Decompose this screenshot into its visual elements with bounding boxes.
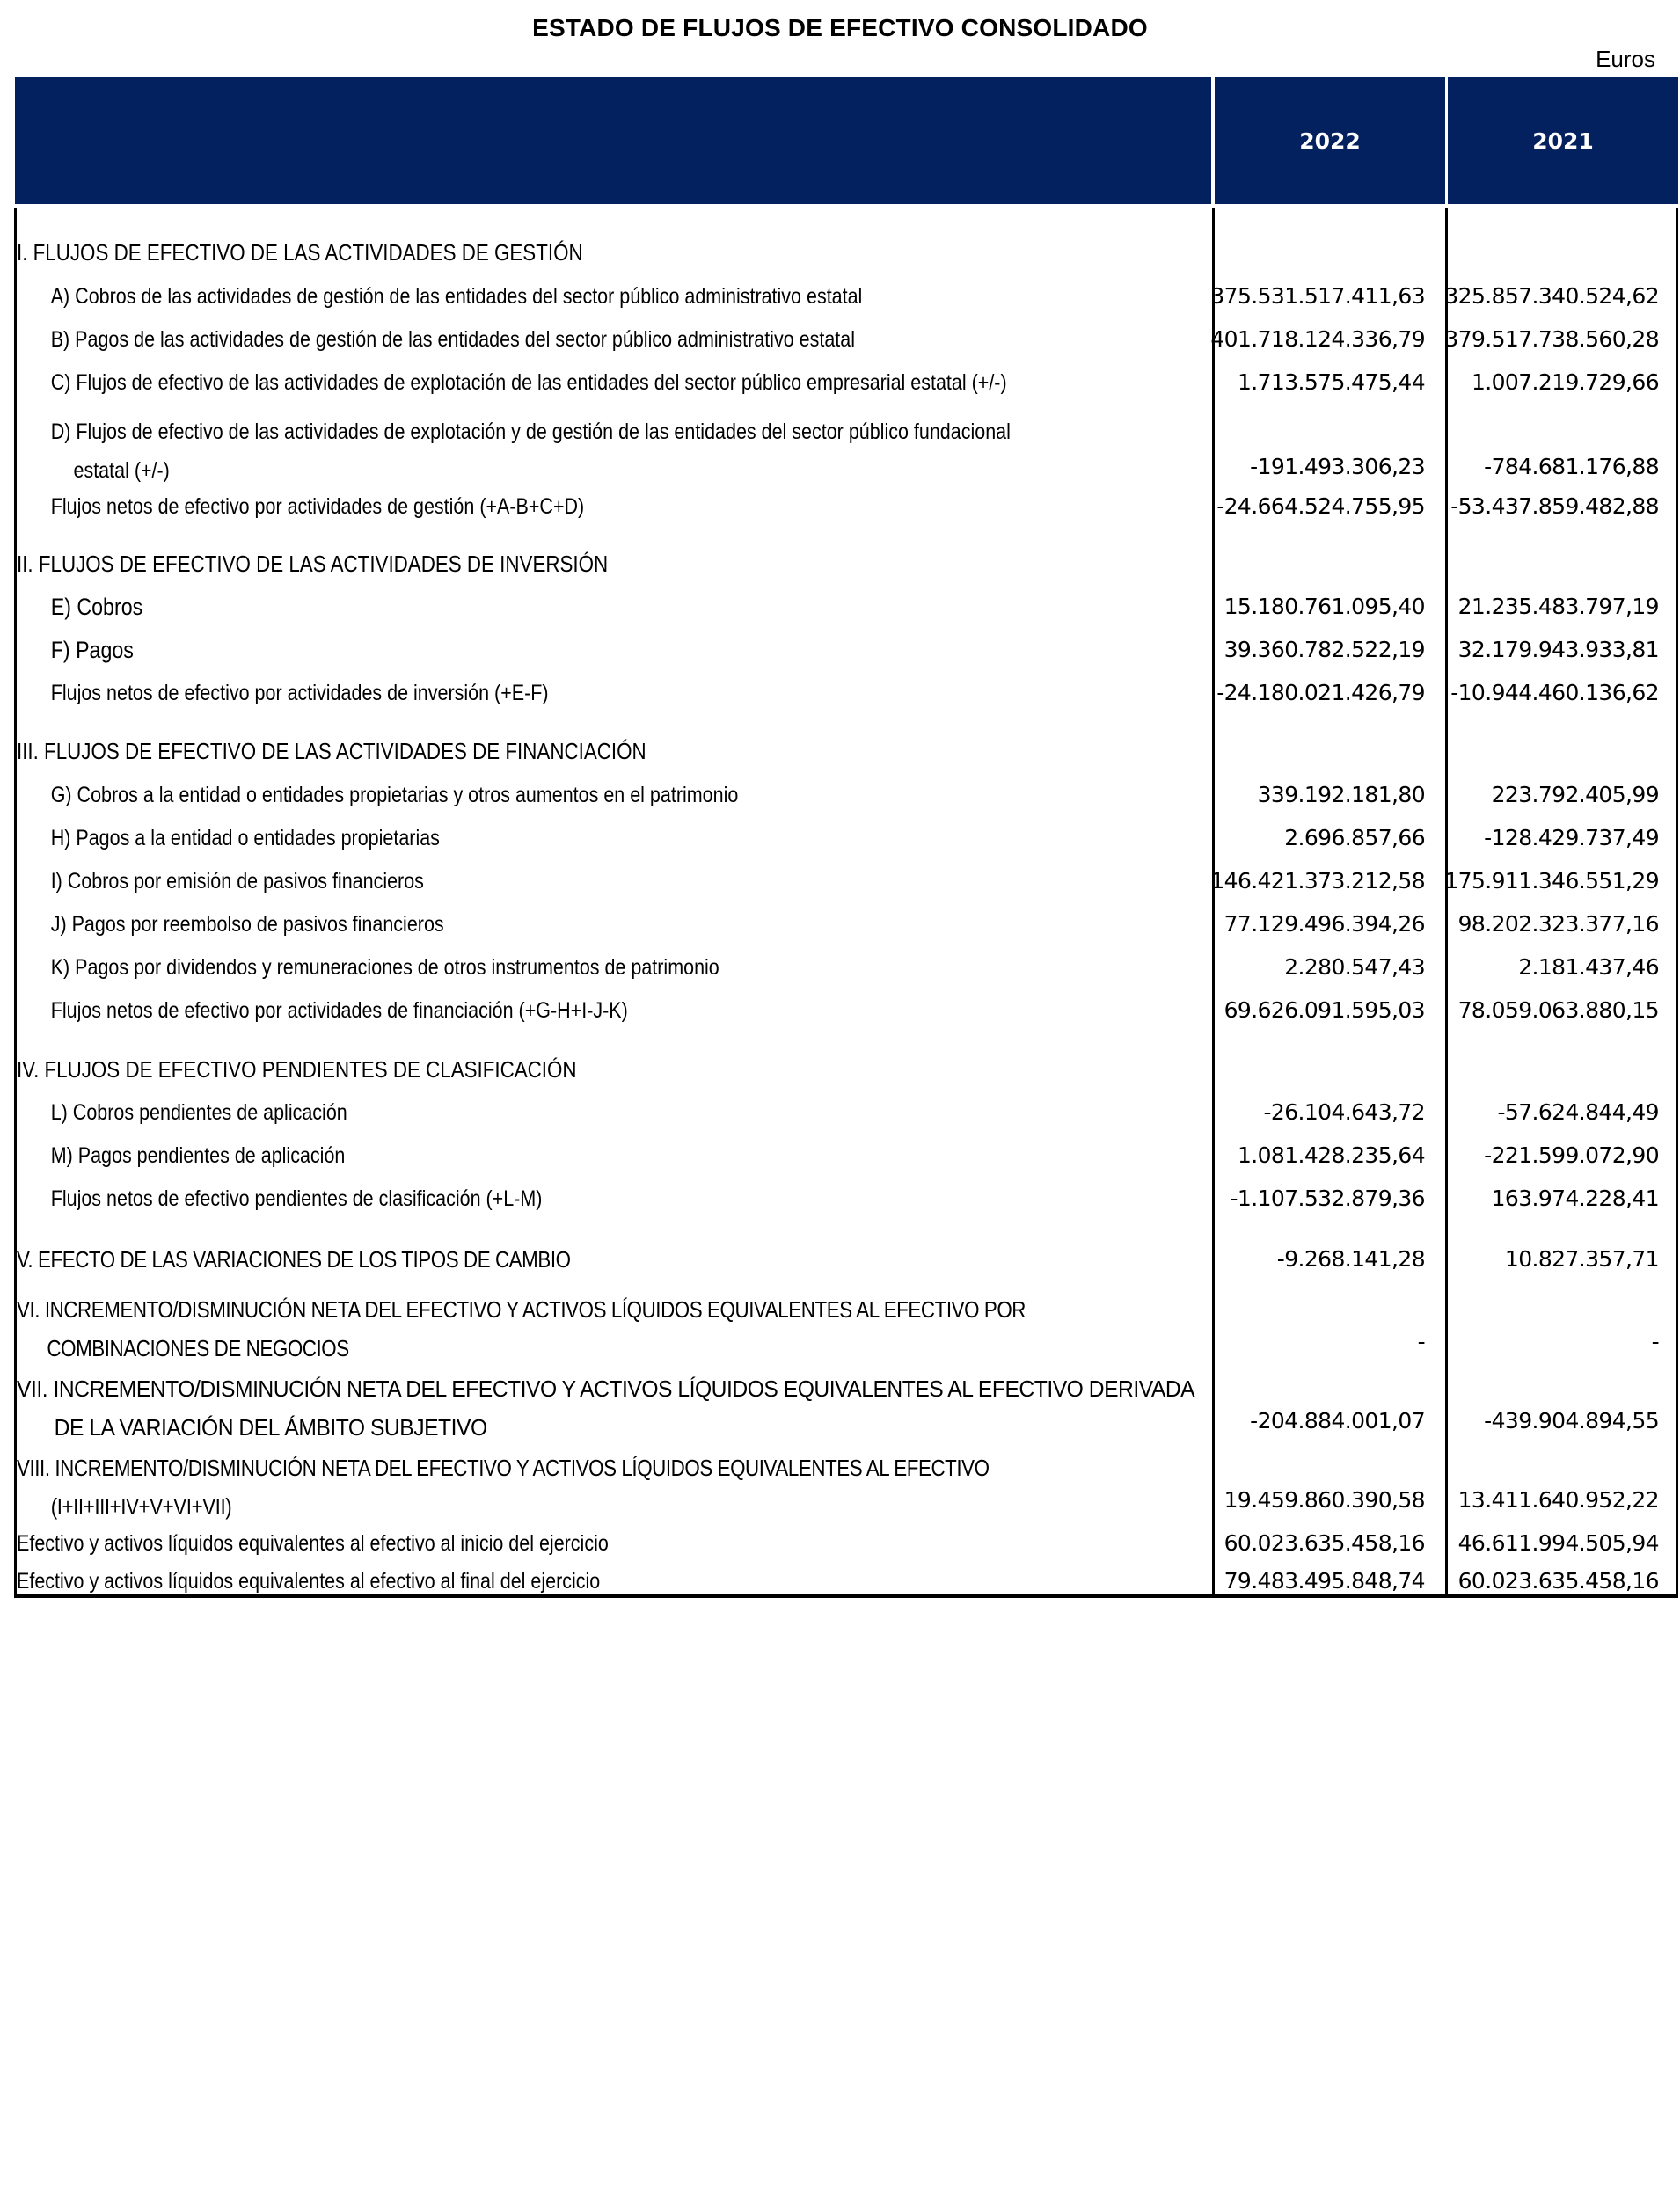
row-label: M) Pagos pendientes de aplicación [50,1143,346,1168]
value-2021: -57.624.844,49 [1497,1099,1659,1125]
value-2022: 146.421.373.212,58 [1210,868,1425,894]
value-2022: -9.268.141,28 [1276,1246,1425,1272]
row-label: B) Pagos de las actividades de gestión de las entidades del sector público administrativo estatal [50,327,855,352]
row-label: L) Cobros pendientes de aplicación [50,1100,347,1125]
value-2022: 19.459.860.390,58 [1223,1487,1425,1513]
value-2022: -26.104.643,72 [1263,1099,1425,1125]
column-header-2021: 2021 [1448,77,1678,204]
value-2022: 2.280.547,43 [1284,954,1425,980]
value-2021: 379.517.738.560,28 [1444,326,1659,352]
row-label: Flujos netos de efectivo pendientes de clasificación (+L-M) [50,1186,543,1211]
row-label: Efectivo y activos líquidos equivalentes al efectivo al final del ejercicio [17,1569,601,1594]
row-label: Flujos netos de efectivo por actividades de financiación (+G-H+I-J-K) [50,998,628,1023]
value-2022: -204.884.001,07 [1250,1408,1425,1434]
value-2021: 13.411.640.952,22 [1457,1487,1659,1513]
value-2022: 1.713.575.475,44 [1237,369,1425,395]
row-label: E) Cobros [50,594,143,620]
row-label-line2: estatal (+/-) [73,458,170,483]
row-label: K) Pagos por dividendos y remuneraciones de otros instrumentos de patrimonio [50,955,719,980]
row-label: J) Pagos por reembolso de pasivos financieros [50,912,444,937]
value-2021: 2.181.437,46 [1518,954,1659,980]
row-label: A) Cobros de las actividades de gestión de las entidades del sector público administrativo estatal [50,284,863,309]
row-label-line2: COMBINACIONES DE NEGOCIOS [47,1335,349,1361]
row-label: V. EFECTO DE LAS VARIACIONES DE LOS TIPOS DE CAMBIO [17,1246,571,1273]
row-label-line1: D) Flujos de efectivo de las actividades de explotación y de gestión de las entidades del sector público fundacional [50,420,1011,444]
value-2021: 60.023.635.458,16 [1457,1568,1659,1594]
value-2021: 175.911.346.551,29 [1444,868,1659,894]
value-2021: -784.681.176,88 [1484,454,1659,479]
value-2022: 375.531.517.411,63 [1210,283,1425,309]
value-2021: -439.904.894,55 [1484,1408,1659,1434]
value-2021: - [1651,1329,1659,1354]
row-label: Efectivo y activos líquidos equivalentes al efectivo al inicio del ejercicio [17,1531,609,1556]
value-2022: 2.696.857,66 [1284,825,1425,850]
value-2022: 39.360.782.522,19 [1223,637,1425,662]
value-2022: -1.107.532.879,36 [1230,1186,1425,1211]
value-2021: 223.792.405,99 [1491,782,1659,807]
value-2021: 21.235.483.797,19 [1457,594,1659,619]
column-divider [1445,208,1448,1598]
row-label: Flujos netos de efectivo por actividades de inversión (+E-F) [50,681,549,705]
row-label: I) Cobros por emisión de pasivos financieros [50,869,424,894]
row-label [17,412,1011,490]
value-2022: 15.180.761.095,40 [1223,594,1425,619]
row-label-line2: (I+II+III+IV+V+VI+VII) [50,1493,232,1520]
value-2022: 79.483.495.848,74 [1223,1568,1425,1594]
row-label [17,1290,1026,1368]
value-2021: -221.599.072,90 [1484,1142,1659,1168]
value-2022: 60.023.635.458,16 [1223,1530,1425,1556]
currency-unit-label: Euros [1596,46,1655,72]
value-2022: 339.192.181,80 [1257,782,1425,807]
value-2022: 401.718.124.336,79 [1210,326,1425,352]
row-label: C) Flujos de efectivo de las actividades de explotación de las entidades del sector público empresarial estatal (+/-) [50,370,1007,395]
value-2021: -128.429.737,49 [1484,825,1659,850]
header-label-cell [15,77,1211,204]
row-label: F) Pagos [50,637,134,663]
value-2022: 69.626.091.595,03 [1223,997,1425,1023]
value-2022: -24.664.524.755,95 [1216,493,1425,519]
value-2021: 1.007.219.729,66 [1471,369,1659,395]
row-label: III. FLUJOS DE EFECTIVO DE LAS ACTIVIDADES DE FINANCIACIÓN [17,738,646,764]
row-label-line1: VII. INCREMENTO/DISMINUCIÓN NETA DEL EFECTIVO Y ACTIVOS LÍQUIDOS EQUIVALENTES AL EFECTIVO DERIVADA [17,1375,1195,1402]
value-2021: 10.827.357,71 [1504,1246,1659,1272]
value-2021: -10.944.460.136,62 [1450,680,1659,705]
row-label-line2: DE LA VARIACIÓN DEL ÁMBITO SUBJETIVO [54,1414,487,1441]
value-2021: 46.611.994.505,94 [1457,1530,1659,1556]
row-label: I. FLUJOS DE EFECTIVO DE LAS ACTIVIDADES DE GESTIÓN [17,239,583,266]
row-label: IV. FLUJOS DE EFECTIVO PENDIENTES DE CLASIFICACIÓN [17,1056,577,1083]
row-label-line1: VI. INCREMENTO/DISMINUCIÓN NETA DEL EFECTIVO Y ACTIVOS LÍQUIDOS EQUIVALENTES AL EFECTIVO POR [17,1296,1026,1323]
value-2021: 325.857.340.524,62 [1444,283,1659,309]
row-label: Flujos netos de efectivo por actividades de gestión (+A-B+C+D) [50,494,585,519]
row-label: H) Pagos a la entidad o entidades propietarias [50,826,440,850]
row-label [17,1369,1194,1447]
page-title: ESTADO DE FLUJOS DE EFECTIVO CONSOLIDADO [532,14,1148,41]
table-header [15,77,1678,204]
row-label: G) Cobros a la entidad o entidades propietarias y otros aumentos en el patrimonio [50,783,739,807]
value-2022: - [1417,1329,1425,1354]
value-2021: 98.202.323.377,16 [1457,911,1659,937]
row-label-line1: VIII. INCREMENTO/DISMINUCIÓN NETA DEL EFECTIVO Y ACTIVOS LÍQUIDOS EQUIVALENTES AL EFECTIVO [17,1455,990,1481]
value-2022: -191.493.306,23 [1250,454,1425,479]
value-2021: -53.437.859.482,88 [1450,493,1659,519]
value-2022: 1.081.428.235,64 [1237,1142,1425,1168]
value-2021: 163.974.228,41 [1491,1186,1659,1211]
column-header-2022: 2022 [1215,77,1445,204]
value-2021: 32.179.943.933,81 [1457,637,1659,662]
row-label: II. FLUJOS DE EFECTIVO DE LAS ACTIVIDADES DE INVERSIÓN [17,551,609,577]
value-2022: 77.129.496.394,26 [1223,911,1425,937]
value-2021: 78.059.063.880,15 [1457,997,1659,1023]
column-divider [1212,208,1215,1598]
row-label [17,1448,990,1526]
value-2022: -24.180.021.426,79 [1216,680,1425,705]
